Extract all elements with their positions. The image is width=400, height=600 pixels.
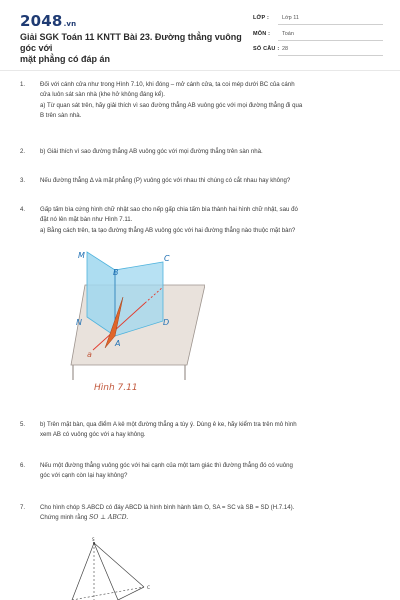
question-line: b) Giải thích vì sao đường thẳng AB vuông góc với mọi đường thẳng trên sàn nhà. (40, 148, 263, 155)
question-line: Nếu một đường thẳng vuông góc với hai cạnh của một tam giác thì đường thẳng đó có vuông (40, 462, 293, 469)
question-text (40, 420, 395, 441)
question-line: Nếu đường thẳng Δ và mặt phẳng (P) vuông góc với nhau thì chúng có cắt nhau hay không? (40, 177, 291, 184)
label-c: C (164, 254, 170, 263)
document-title-line1: Giải SGK Toán 11 KNTT Bài 23. Đường thẳng vuông góc với (20, 32, 242, 53)
question-number: 2. (20, 148, 26, 155)
meta-count-label: SỐ CÂU : (253, 46, 280, 52)
question-line: góc với cạnh còn lại hay không? (40, 472, 128, 480)
meta-subject-underline (278, 40, 383, 41)
question-line: B trên sàn nhà. (40, 112, 82, 120)
question-number: 4. (20, 206, 26, 213)
question-text (40, 176, 395, 186)
document-title (20, 32, 250, 65)
figure-caption: Hình 7.11 (94, 383, 138, 393)
label-s: S (92, 537, 95, 542)
document-title-line2: mặt phẳng có đáp án (20, 54, 111, 64)
question-line: đặt nó lên mặt bàn như Hình 7.11. (40, 216, 133, 224)
edge-sc (94, 543, 144, 587)
question-line: Đối với cánh cửa như trong Hình 7.10, khi đóng – mở cánh cửa, ta coi mép dưới BC của cánh (40, 81, 295, 88)
question-text (40, 147, 395, 157)
meta-count-value: 28 (282, 46, 289, 52)
site-logo[interactable] (20, 12, 76, 30)
document-header (0, 0, 400, 70)
question-text (40, 80, 395, 122)
question-number: 6. (20, 462, 26, 469)
question-number: 1. (20, 81, 26, 88)
question-number: 3. (20, 177, 26, 184)
question-line (40, 513, 395, 523)
label-a-line: a (87, 350, 92, 359)
question-line: Cho hình chóp S.ABCD có đáy ABCD là hình bình hành tâm O, SA = SC và SB = SD (H.7.14). (40, 504, 295, 511)
label-b: B (113, 268, 119, 277)
meta-count (253, 44, 383, 56)
question-line: cửa luôn sát sàn nhà (khe hở không đáng kể). (40, 91, 165, 99)
meta-class-value: Lớp 11 (282, 15, 299, 21)
question-number: 5. (20, 421, 26, 428)
edge-dc (118, 587, 144, 600)
meta-class (253, 13, 383, 25)
label-m: M (78, 251, 85, 260)
edge-sa (72, 543, 94, 600)
question-line: xem AB có vuông góc với a hay không. (40, 431, 146, 439)
meta-class-label: LỚP : (253, 15, 269, 21)
meta-class-underline (278, 24, 383, 25)
question-text (40, 461, 395, 482)
vertex-s (93, 542, 95, 544)
label-a-point: A (115, 339, 121, 348)
logo-main: 2048 (20, 12, 63, 30)
figure-7-14-pyramid (60, 537, 180, 600)
diagonal-ac (72, 587, 144, 600)
meta-subject-label: MÔN : (253, 31, 271, 37)
label-c: C (147, 586, 151, 591)
meta-count-underline (278, 55, 383, 56)
meta-subject (253, 29, 383, 41)
label-d: D (163, 318, 170, 327)
logo-suffix: .vn (63, 20, 77, 28)
math-expression: SO ⊥ ABCD. (89, 514, 129, 522)
question-line-text: Chứng minh rằng (40, 514, 90, 522)
label-n: N (76, 318, 82, 327)
header-divider (0, 70, 400, 71)
figure-7-11 (65, 247, 205, 397)
question-line: a) Từ quan sát trên, hãy giải thích vì sao đường thẳng AB vuông góc với mọi đường thẳng đi qua (40, 101, 303, 109)
question-text (40, 205, 395, 236)
question-line: b) Trên mặt bàn, qua điểm A kẻ một đường thẳng a tùy ý. Dùng ê ke, hãy kiểm tra trên mô hình (40, 421, 297, 428)
question-line: Gấp tấm bìa cứng hình chữ nhật sao cho nếp gấp chia tấm bìa thành hai hình chữ nhật, sau đó (40, 206, 298, 213)
meta-subject-value: Toán (282, 31, 294, 37)
edge-sd (94, 543, 118, 600)
question-number: 7. (20, 504, 26, 511)
question-text (40, 503, 395, 524)
question-line: a) Bằng cách trên, ta tạo đường thẳng AB vuông góc với hai đường thẳng nào thuộc mặt bàn? (40, 226, 296, 234)
